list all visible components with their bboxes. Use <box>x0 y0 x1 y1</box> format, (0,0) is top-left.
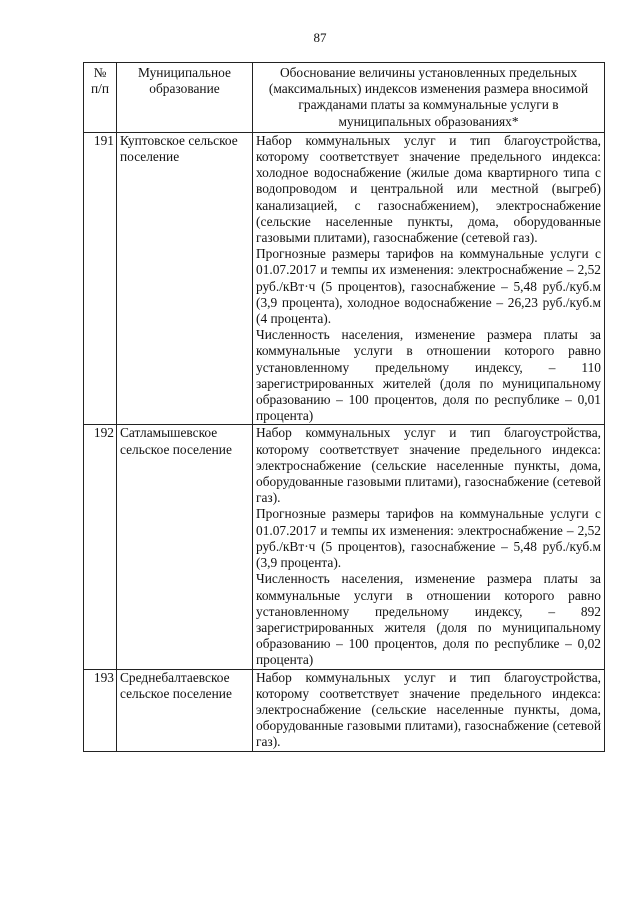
justification-paragraph: Набор коммунальных услуг и тип благоустройства, которому соответствует значение предельного индекса: электроснабжение (сельские населенные пункты, дома, оборудованные газовыми плитами), газоснабжение (сетевой газ). <box>256 669 601 750</box>
municipal-index-table <box>83 62 605 752</box>
header-municipality: Муниципальное образование <box>117 63 253 133</box>
table-row <box>84 132 605 425</box>
justification-paragraph: Численность населения, изменение размера платы за коммунальные услуги в отношении которого равно установленному предельному индексу, – 892 зарегистрированных жителя (доля по муниципальному образованию – 100 процентов, доля по республике – 0,02 процента) <box>256 571 601 668</box>
municipality-name: Куптовское сельское поселение <box>117 132 253 425</box>
justification-paragraph: Прогнозные размеры тарифов на коммунальные услуги с 01.07.2017 и темпы их изменения: электроснабжение – 2,52 руб./кВт·ч (5 процентов), газоснабжение – 5,48 руб./куб.м (3,9 процента), холодное водоснабжение – 26,23 руб./куб.м (4 процента). <box>256 246 601 327</box>
table-row <box>84 425 605 669</box>
justification-paragraph: Численность населения, изменение размера платы за коммунальные услуги в отношении которого равно установленному предельному индексу, – 110 зарегистрированных жителей (доля по муниципальному образованию – 100 процентов, доля по республике – 0,01 процента) <box>256 327 601 424</box>
municipality-name: Среднебалтаевское сельское поселение <box>117 669 253 751</box>
row-number: 193 <box>84 669 117 751</box>
justification-paragraph: Прогнозные размеры тарифов на коммунальные услуги с 01.07.2017 и темпы их изменения: электроснабжение – 2,52 руб./кВт·ч (5 процентов), газоснабжение – 5,48 руб./куб.м (3,9 процента). <box>256 506 601 571</box>
justification-cell <box>253 425 605 669</box>
header-justification: Обоснование величины установленных предельных (максимальных) индексов изменения размера вносимой гражданами платы за коммунальные услуги в муниципальных образованиях* <box>253 63 605 133</box>
row-number: 191 <box>84 132 117 425</box>
row-number: 192 <box>84 425 117 669</box>
table-row <box>84 669 605 751</box>
justification-paragraph: Набор коммунальных услуг и тип благоустройства, которому соответствует значение предельного индекса: холодное водоснабжение (жилые дома квартирного типа с водопроводом и центральной или местной (выгреб) канализацией, с газоснабжением), электроснабжение (сельские населенные пункты, дома, оборудованные газовыми плитами), газоснабжение (сетевой газ). <box>256 132 601 246</box>
page-number: 87 <box>313 30 327 45</box>
justification-cell <box>253 669 605 751</box>
table-header-row <box>84 63 605 133</box>
justification-cell <box>253 132 605 425</box>
justification-paragraph: Набор коммунальных услуг и тип благоустройства, которому соответствует значение предельного индекса: электроснабжение (сельские населенные пункты, дома, оборудованные газовыми плитами), газоснабжение (сетевой газ). <box>256 425 601 506</box>
header-num: № п/п <box>84 63 117 133</box>
municipality-name: Сатламышевское сельское поселение <box>117 425 253 669</box>
